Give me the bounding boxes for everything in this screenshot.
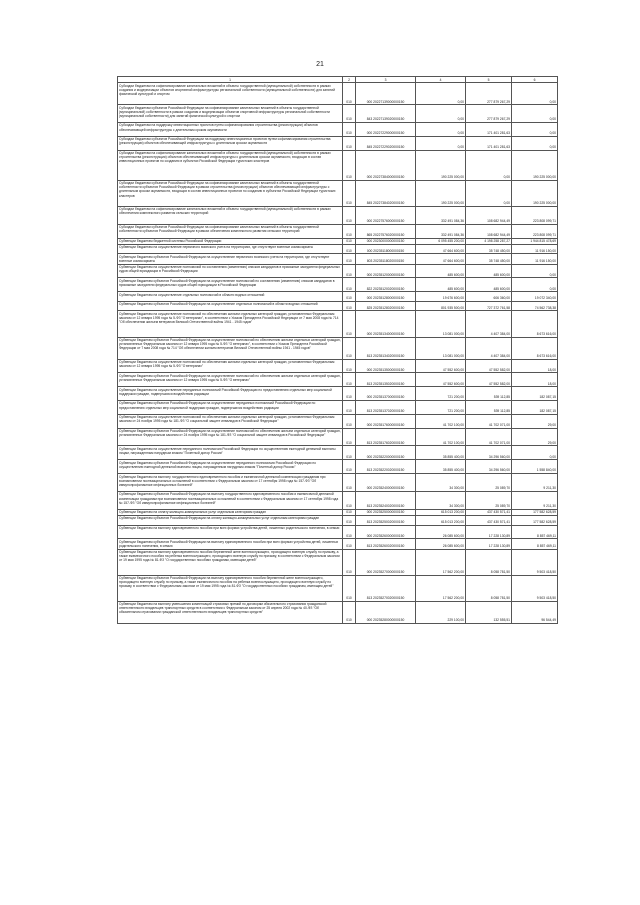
row-name: Субвенции бюджетам субъектов Российской Федерации на выплату единовременного пособия беременной жене военнослужащего, проходящего военную службу по призыву, а также ежемесячного пособия на ребенка военнослужащего, проходящего военную службу по призыву, в соответствии с Федеральным законом от 19 мая 1995 года № 81-ФЗ "О государственных пособиях гражданам, имеющим детей" [118,575,343,601]
budget-table [117,76,558,624]
row-diff-amount: 9 503 418,50 [512,575,558,601]
row-plan-amount: 801 935 500,00 [416,301,466,311]
row-diff-amount: 223 808 099,71 [512,224,558,238]
row-admin-code: 010 [343,180,356,206]
table-row [118,122,558,136]
row-diff-amount: 9 503 418,50 [512,549,558,575]
row-budget-code: 813 20235176020000150 [356,428,416,446]
header-col-1: 1 [118,77,343,83]
row-plan-amount: 6 095 455 200,00 [416,238,466,244]
row-plan-amount: 485 600,00 [416,264,466,278]
row-plan-amount: 0,00 [416,83,466,105]
row-diff-amount: 18,00 [512,373,558,387]
row-admin-code: 010 [343,224,356,238]
row-name: Субвенции бюджетам на выплату единовременного пособия при всех формах устройства детей, лишенных родительского попечения, в семью [118,525,343,539]
table-row [118,549,558,575]
row-diff-amount: 190 225 000,00 [512,150,558,180]
row-admin-code: 010 [343,278,356,292]
row-budget-code: 000 20227229000000150 [356,122,416,136]
table-row [118,539,558,549]
row-name: Субвенции бюджетам субъектов Российской Федерации на осуществление переданного полномочия Российской Федерации по осуществлению ежегодной денежной выплаты лицам, награжденным нагрудным знаком "Почетный донор России" [118,460,343,474]
row-fact-amount: 25 089,70 [466,474,512,492]
row-diff-amount: 0,00 [512,105,558,123]
row-admin-code: 010 [343,509,356,515]
row-diff-amount: 0,00 [512,122,558,136]
row-name: Субвенции бюджетам субъектов Российской Федерации на осуществление переданных полномочий Российской Федерации по предоставлению отдельных мер социальной поддержки граждан, подвергшихся воздействию радиации [118,400,343,414]
row-admin-code: 010 [343,105,356,123]
row-admin-code: 010 [343,136,356,150]
row-budget-code: 000 20227139000000150 [356,83,416,105]
row-budget-code: 000 20235270000000150 [356,549,416,575]
row-admin-code: 010 [343,387,356,401]
row-diff-amount: 177 582 628,59 [512,515,558,525]
row-budget-code: 000 20227576000000150 [356,206,416,224]
row-name: Субсидии бюджетам на софинансирование капитальных вложений в объекты государственной (муниципальной) собственности в рамках создания и модернизации объектов спортивной инфраструктуры региональной собственности (муниципальной собственности) для занятий физической культурой и спортом [118,83,343,105]
row-plan-amount: 47 664 600,00 [416,254,466,264]
row-name: Субсидии бюджетам на поддержку инвестиционных проектов путем софинансирования строительства (реконструкции) объектов обеспечивающей инфраструктуры с длительным сроком окупаемости [118,122,343,136]
row-plan-amount: 19 676 600,00 [416,292,466,302]
row-admin-code: 010 [343,311,356,337]
row-plan-amount: 332 491 084,36 [416,224,466,238]
row-admin-code: 010 [343,446,356,460]
row-budget-code: 000 20235280000000150 [356,601,416,623]
row-admin-code: 010 [343,301,356,311]
row-fact-amount: 8 058 781,50 [466,575,512,601]
table-row [118,254,558,264]
row-admin-code: 010 [343,575,356,601]
row-admin-code: 010 [343,539,356,549]
row-fact-amount: 25 089,70 [466,491,512,509]
row-fact-amount: 437 430 571,41 [466,509,512,515]
row-diff-amount: 0,00 [512,278,558,292]
table-row [118,180,558,206]
row-name: Субвенции бюджетам на осуществление полномочий по обеспечению жильем отдельных категорий граждан, установленных Федеральным законом от 12 января 1995 года № 5-ФЗ "О ветеранах", в соответствии с Указом Президента Российской Федерации от 7 мая 2008 года № 714 "Об обеспечении жильем ветеранов Великой Отечественной войны 1941 - 1945 годов" [118,311,343,337]
row-plan-amount: 41 702 100,00 [416,414,466,428]
table-row [118,278,558,292]
row-fact-amount: 41 702 071,00 [466,414,512,428]
row-fact-amount: 41 702 071,00 [466,428,512,446]
table-row [118,206,558,224]
table-row [118,359,558,373]
row-admin-code: 010 [343,460,356,474]
row-admin-code: 010 [343,254,356,264]
row-plan-amount: 47 552 600,00 [416,373,466,387]
row-name: Субвенции бюджетам на выплату государственного единовременного пособия и ежемесячной денежной компенсации гражданам при возникновении поствакцинальных осложнений в соответствии с Федеральным законом от 17 сентября 1998 года № 157-ФЗ "Об иммунопрофилактике инфекционных болезней" [118,474,343,492]
row-budget-code: 813 20235250020000150 [356,515,416,525]
row-name: Субвенции бюджетам субъектов Российской Федерации на выплату единовременного пособия при всех формах устройства детей, лишенных родительского попечения, в семью [118,539,343,549]
row-name: Субвенции бюджетам на осуществление полномочий по обеспечению жильем отдельных категорий граждан, установленных Федеральным законом от 12 января 1995 года № 5-ФЗ "О ветеранах" [118,359,343,373]
row-fact-amount: 0,00 [466,150,512,180]
row-name: Субсидии бюджетам на софинансирование капитальных вложений в объекты государственной (муниципальной) собственности в рамках обеспечения комплексного развития сельских территорий [118,206,343,224]
row-budget-code: 000 20235240000000150 [356,474,416,492]
row-admin-code: 010 [343,83,356,105]
row-diff-amount: 96 544,49 [512,601,558,623]
row-fact-amount: 35 748 450,00 [466,254,512,264]
row-plan-amount: 332 491 084,36 [416,206,466,224]
row-plan-amount: 190 225 000,00 [416,180,466,206]
row-fact-amount: 277 879 267,29 [466,105,512,123]
row-diff-amount: 0,00 [512,446,558,460]
table-row [118,264,558,278]
table-row [118,337,558,359]
row-plan-amount: 485 600,00 [416,278,466,292]
table-row [118,311,558,337]
row-diff-amount: 8 673 616,00 [512,337,558,359]
row-plan-amount: 47 664 600,00 [416,244,466,254]
row-name: Субвенции бюджетам на выплату единовременного пособия беременной жене военнослужащего, проходящего военную службу по призыву, а также ежемесячного пособия на ребенка военнослужащего, проходящего военную службу по призыву, в соответствии с Федеральным законом от 19 мая 1995 года № 81-ФЗ "О государственных пособиях гражданам, имеющим детей" [118,549,343,575]
row-name: Субвенции бюджетам субъектов Российской Федерации на осуществление полномочий по обеспечению жильем отдельных категорий граждан, установленных Федеральным законом от 12 января 1995 года № 5-ФЗ "О ветеранах" [118,373,343,387]
row-diff-amount: 11 916 150,00 [512,254,558,264]
row-fact-amount: 277 879 267,29 [466,83,512,105]
row-plan-amount: 615 013 200,00 [416,515,466,525]
row-diff-amount: 19 072 340,00 [512,292,558,302]
row-budget-code: 000 20227384000000150 [356,150,416,180]
row-budget-code: 843 20227139020000150 [356,105,416,123]
row-budget-code: 813 20235220020000150 [356,460,416,474]
row-name: Субвенции бюджетам на осуществление полномочий по обеспечению жильем отдельных категорий граждан, установленных Федеральным законом от 24 ноября 1995 года № 181-ФЗ "О социальной защите инвалидов в Российской Федерации" [118,414,343,428]
row-admin-code: 010 [343,474,356,492]
row-diff-amount: 0,00 [512,264,558,278]
row-budget-code: 845 20227384020000150 [356,180,416,206]
row-plan-amount: 13 081 000,00 [416,337,466,359]
row-plan-amount: 190 225 000,00 [416,150,466,180]
table-row [118,474,558,492]
row-name: Субвенции бюджетам субъектов Российской Федерации на оплату жилищно-коммунальных услуг отдельным категориям граждан [118,515,343,525]
row-diff-amount: 8 673 616,00 [512,311,558,337]
row-name: Субвенции бюджетам субъектов Российской Федерации на осуществление отдельных полномочий в области водных отношений [118,301,343,311]
page-number: 21 [316,61,324,68]
row-budget-code: 845 20227229020000150 [356,136,416,150]
row-fact-amount: 47 552 582,00 [466,359,512,373]
table-row [118,136,558,150]
row-diff-amount: 1 558 840,00 [512,460,558,474]
row-budget-code: 825 20235128020000150 [356,301,416,311]
row-plan-amount: 47 552 600,00 [416,359,466,373]
row-fact-amount: 437 430 571,41 [466,515,512,525]
row-diff-amount: 182 087,15 [512,400,558,414]
row-plan-amount: 0,00 [416,105,466,123]
table-row [118,575,558,601]
row-diff-amount: 9 211,30 [512,491,558,509]
row-admin-code: 010 [343,373,356,387]
row-name: Субвенции бюджетам на оплату жилищно-коммунальных услуг отдельным категориям граждан [118,509,343,515]
row-plan-amount: 41 702 100,00 [416,428,466,446]
row-plan-amount: 26 085 600,00 [416,525,466,539]
table-row [118,373,558,387]
table-row [118,244,558,254]
row-diff-amount: 0,00 [512,136,558,150]
table-row [118,460,558,474]
row-admin-code: 010 [343,292,356,302]
header-col-5: 5 [466,77,512,83]
row-fact-amount: 17 228 130,89 [466,525,512,539]
row-plan-amount: 229 100,00 [416,601,466,623]
row-admin-code: 010 [343,491,356,509]
table-row [118,515,558,525]
table-row [118,105,558,123]
row-diff-amount: 177 582 628,59 [512,509,558,515]
row-budget-code: 813 20235260020000150 [356,539,416,549]
row-fact-amount: 606 360,00 [466,292,512,302]
table-body [118,77,558,624]
row-name: Субвенции бюджетам субъектов Российской Федерации на осуществление первичного воинского учета на территориях, где отсутствуют военные комиссариаты [118,254,343,264]
row-fact-amount: 4 407 384,00 [466,311,512,337]
row-budget-code: 865 20227576020000150 [356,224,416,238]
row-fact-amount: 727 372 761,58 [466,301,512,311]
row-fact-amount: 171 401 281,63 [466,136,512,150]
header-col-6: 6 [512,77,558,83]
table-row [118,601,558,623]
row-diff-amount: 1 944 815 478,69 [512,238,558,244]
row-name: Субвенции бюджетам на осуществление переданного полномочия Российской Федерации по осуществлению ежегодной денежной выплаты лицам, награжденным нагрудным знаком "Почетный донор России" [118,446,343,460]
row-name: Субвенции бюджетам на осуществление переданных полномочий Российской Федерации по предоставлению отдельных мер социальной поддержки граждан, подвергшихся воздействию радиации [118,387,343,401]
row-admin-code: 010 [343,549,356,575]
row-diff-amount: 182 087,15 [512,387,558,401]
header-col-3: 3 [356,77,416,83]
row-admin-code: 010 [343,359,356,373]
row-budget-code: 000 20235135000000150 [356,359,416,373]
row-admin-code: 010 [343,515,356,525]
row-name: Субвенции бюджетам субъектов Российской Федерации на осуществление полномочий по составлению (изменению) списков кандидатов в присяжные заседатели федеральных судов общей юрисдикции в Российской Федерации [118,278,343,292]
table-row [118,83,558,105]
row-admin-code: 010 [343,206,356,224]
row-budget-code: 000 20235128000000150 [356,292,416,302]
row-budget-code: 000 20235137000000150 [356,387,416,401]
row-plan-amount: 721 200,00 [416,400,466,414]
row-fact-amount: 171 401 281,63 [466,122,512,136]
table-row [118,400,558,414]
row-fact-amount: 4 407 384,00 [466,337,512,359]
row-budget-code: 000 20235118000000150 [356,244,416,254]
row-budget-code: 803 20235118020000150 [356,254,416,264]
row-name: Субсидии бюджетам субъектов Российской Федерации на софинансирование капитальных вложений в объекты государственной (муниципальной) собственности в рамках создания и модернизации объектов спортивной инфраструктуры региональной собственности (муниципальной собственности) для занятий физической культурой и спортом [118,105,343,123]
row-name: Субвенции бюджетам на осуществление первичного воинского учета на территориях, где отсутствуют военные комиссариаты [118,244,343,254]
row-budget-code: 813 20235240020000150 [356,491,416,509]
table-row [118,301,558,311]
row-budget-code: 000 20235220000000150 [356,446,416,460]
row-diff-amount: 9 211,30 [512,474,558,492]
row-plan-amount: 17 562 200,00 [416,549,466,575]
row-diff-amount: 8 857 469,11 [512,539,558,549]
row-fact-amount: 539 112,85 [466,387,512,401]
row-fact-amount: 0,00 [466,180,512,206]
row-budget-code: 000 20235250000000150 [356,509,416,515]
row-budget-code: 000 20230000000000150 [356,238,416,244]
row-name: Субвенции бюджетам субъектов Российской Федерации на осуществление полномочий по обеспечению жильем отдельных категорий граждан, установленных Федеральным законом от 24 ноября 1995 года № 181-ФЗ "О социальной защите инвалидов в Российской Федерации" [118,428,343,446]
row-diff-amount: 0,00 [512,83,558,105]
row-plan-amount: 34 300,00 [416,491,466,509]
row-admin-code: 010 [343,601,356,623]
row-admin-code: 010 [343,238,356,244]
table-row [118,446,558,460]
row-budget-code: 000 20235134000000150 [356,311,416,337]
row-name: Субсидии бюджетам субъектов Российской Федерации на софинансирование капитальных вложений в объекты государственной собственности субъектов Российской Федерации в рамках строительства (реконструкции) объектов обеспечивающей инфраструктуры с длительным сроком окупаемости, входящих в состав инвестиционных проектов по созданию в субъектах Российской Федерации туристских кластеров [118,180,343,206]
row-name: Субвенции бюджетам бюджетной системы Российской Федерации [118,238,343,244]
row-name: Субвенции бюджетам субъектов Российской Федерации на выплату государственного единовременного пособия и ежемесячной денежной компенсации гражданам при возникновении поствакцинальных осложнений в соответствии с Федеральным законом от 17 сентября 1998 года № 157-ФЗ "Об иммунопрофилактике инфекционных болезней" [118,491,343,509]
row-fact-amount: 17 228 130,89 [466,539,512,549]
row-diff-amount: 11 916 150,00 [512,244,558,254]
row-diff-amount: 29,00 [512,428,558,446]
row-plan-amount: 35 855 400,00 [416,460,466,474]
row-fact-amount: 35 748 450,00 [466,244,512,254]
row-budget-code: 822 20235120020000150 [356,278,416,292]
row-name: Субсидии бюджетам субъектов Российской Федерации на софинансирование капитальных вложений в объекты государственной собственности субъектов Российской Федерации в рамках обеспечения комплексного развития сельских территорий [118,224,343,238]
row-budget-code: 813 20235134020000150 [356,337,416,359]
table-row [118,224,558,238]
table-row [118,428,558,446]
row-admin-code: 010 [343,150,356,180]
row-plan-amount: 0,00 [416,122,466,136]
row-plan-amount: 13 081 000,00 [416,311,466,337]
table-row [118,491,558,509]
header-col-4: 4 [416,77,466,83]
row-name: Субвенции бюджетам на осуществление отдельных полномочий в области водных отношений [118,292,343,302]
row-name: Субвенции бюджетам на осуществление полномочий по составлению (изменению) списков кандидатов в присяжные заседатели федеральных судов общей юрисдикции в Российской Федерации [118,264,343,278]
row-admin-code: 010 [343,414,356,428]
header-col-2: 2 [343,77,356,83]
row-plan-amount: 0,00 [416,136,466,150]
row-plan-amount: 615 013 200,00 [416,509,466,515]
row-admin-code: 010 [343,525,356,539]
row-fact-amount: 108 682 944,49 [466,206,512,224]
row-fact-amount: 485 600,00 [466,278,512,292]
row-plan-amount: 34 300,00 [416,474,466,492]
row-fact-amount: 47 552 582,00 [466,373,512,387]
table-row [118,150,558,180]
row-name: Субвенции бюджетам на выплату уменьшения компенсаций страховых премий по договорам обязательного страхования гражданской ответственности владельцев транспортных средств в соответствии с Федеральным законом от 25 апреля 2002 года № 40-ФЗ "Об обязательном страховании гражданской ответственности владельцев транспортных средств" [118,601,343,623]
table-row [118,387,558,401]
row-admin-code: 010 [343,400,356,414]
row-name: Субвенции бюджетам субъектов Российской Федерации на осуществление полномочий по обеспечению жильем отдельных категорий граждан, установленных Федеральным законом от 12 января 1995 года № 5-ФЗ "О ветеранах", в соответствии с Указом Президента Российской Федерации от 7 мая 2008 года № 714 "Об обеспечении жильем ветеранов Великой Отечественной войны 1941 - 1945 годов" [118,337,343,359]
row-diff-amount: 29,00 [512,414,558,428]
row-fact-amount: 4 198 258 287,27 [466,238,512,244]
row-plan-amount: 721 200,00 [416,387,466,401]
row-budget-code: 000 20235176000000150 [356,414,416,428]
row-fact-amount: 539 112,85 [466,400,512,414]
row-budget-code: 813 20235135020000150 [356,373,416,387]
table-row [118,292,558,302]
row-budget-code: 813 20235270020000150 [356,575,416,601]
row-diff-amount: 18,00 [512,359,558,373]
row-admin-code: 010 [343,264,356,278]
row-fact-amount: 132 555,51 [466,601,512,623]
row-diff-amount: 74 562 738,38 [512,301,558,311]
row-diff-amount: 190 225 000,00 [512,180,558,206]
table-row [118,525,558,539]
row-budget-code: 000 20235120000000150 [356,264,416,278]
row-plan-amount: 35 855 400,00 [416,446,466,460]
row-diff-amount: 223 808 099,71 [512,206,558,224]
row-fact-amount: 485 600,00 [466,264,512,278]
row-fact-amount: 108 682 944,49 [466,224,512,238]
row-admin-code: 010 [343,337,356,359]
row-name: Субсидии бюджетам на софинансирование капитальных вложений в объекты государственной (муниципальной) собственности в рамках строительства (реконструкции) объектов обеспечивающей инфраструктуры с длительным сроком окупаемости, входящих в состав инвестиционных проектов по созданию в субъектах Российской Федерации туристских кластеров [118,150,343,180]
row-admin-code: 010 [343,122,356,136]
row-admin-code: 010 [343,244,356,254]
table-row [118,414,558,428]
row-name: Субсидии бюджетам субъектов Российской Федерации на поддержку инвестиционных проектов путем софинансирования строительства (реконструкции) объектов обеспечивающей инфраструктуры с длительным сроком окупаемости [118,136,343,150]
row-budget-code: 000 20235260000000150 [356,525,416,539]
row-budget-code: 813 20235137020000150 [356,400,416,414]
row-diff-amount: 8 857 469,11 [512,525,558,539]
row-fact-amount: 34 296 560,00 [466,460,512,474]
row-plan-amount: 26 085 600,00 [416,539,466,549]
row-plan-amount: 17 562 200,00 [416,575,466,601]
row-admin-code: 010 [343,428,356,446]
row-fact-amount: 8 058 781,50 [466,549,512,575]
row-fact-amount: 34 296 560,00 [466,446,512,460]
